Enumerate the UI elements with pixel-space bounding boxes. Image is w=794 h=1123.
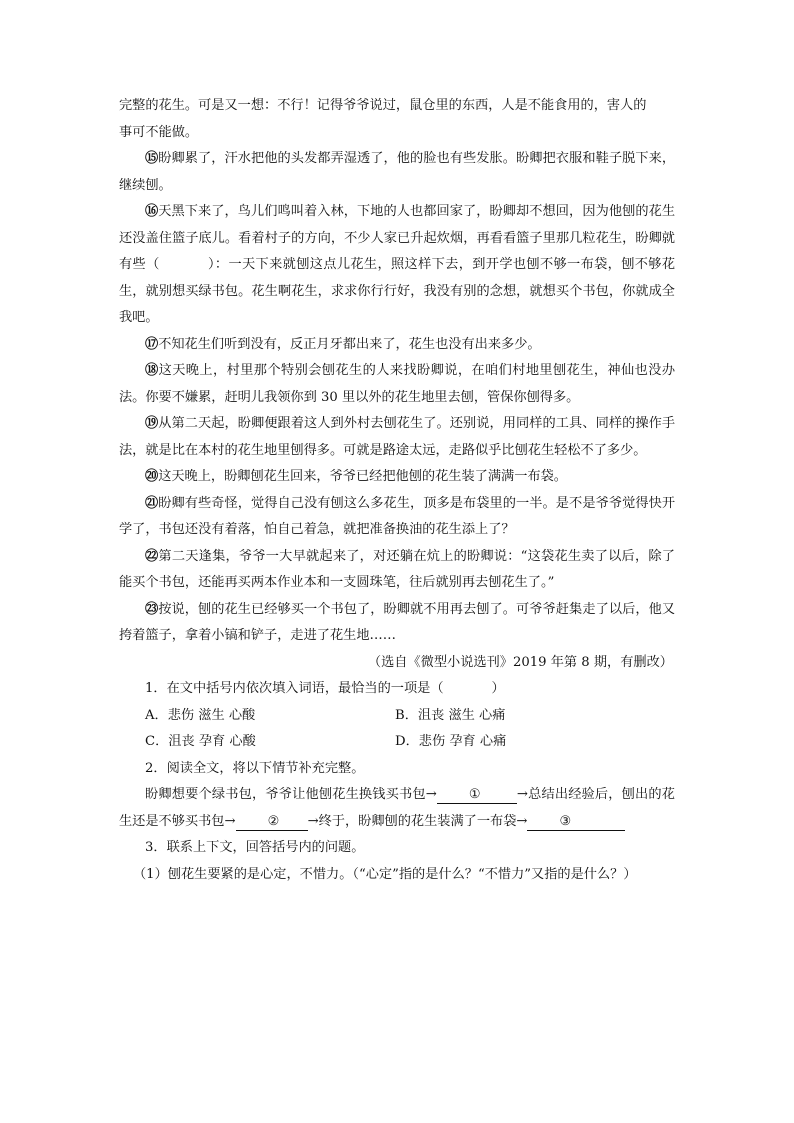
option-a[interactable]: A．悲伤 滋生 心酸 (145, 707, 256, 723)
paragraph-number: ⑰ (145, 336, 159, 352)
paragraph-19 (119, 411, 675, 464)
paragraph-number: ⑯ (145, 204, 159, 219)
paragraph-text: 按说，刨的花生已经够买一个书包了，盼卿就不用再去刨了。可爷爷赶集走了以后，他又挎着篮子，拿着小镐和铲子，走进了花生地…… (119, 601, 676, 643)
option-d[interactable]: D．悲伤 孕育 心痛 (395, 734, 507, 749)
paragraph-number: ⑲ (145, 416, 159, 431)
answer-blank-1[interactable]: ① (437, 787, 517, 804)
question-1-prompt (119, 676, 675, 703)
paragraph-text: 不知花生们听到没有，反正月牙都出来了，花生也没有出来多少。 (158, 336, 541, 352)
question-2-prompt: 2．阅读全文，将以下情节补充完整。 (145, 760, 365, 776)
plot-text: →总结出经验后，刨出 (516, 787, 649, 802)
paragraph-15 (119, 146, 675, 199)
paragraph-number: ㉓ (145, 601, 159, 617)
paragraph-23 (119, 597, 675, 650)
paragraph-text: 从第二天起，盼卿便跟着这人到外村去刨花生了。还别说，用同样的工具、同样的操作手法，就是比在本村的花生地里刨得多。可就是路途太远，走路似乎比刨花生轻松不了多少。 (119, 416, 676, 458)
paragraph-20 (119, 464, 675, 491)
paragraph-text: 这天晚上，村里那个特别会刨花生的人来找盼卿说，在咱们村地里刨花生，神仙也没办法。你要不嫌累，赶明儿我领你到 30 里以外的花生地里去刨，管保你刨得多。 (119, 363, 676, 405)
answer-blank-3[interactable]: ③ (527, 814, 625, 831)
paragraph-22 (119, 544, 675, 597)
paragraph-text: 盼卿累了，汗水把他的头发都弄湿透了，他的脸也有些发胀。盼卿把衣服和鞋子脱下来，继续刨。 (119, 151, 676, 193)
paragraph-text: 这天晚上，盼卿刨花生回来，爷爷已经把他刨的花生装了满满一布袋。 (158, 469, 567, 484)
paragraph-number: ㉒ (145, 548, 159, 564)
question-1-bracket: ） (491, 681, 505, 696)
paragraph-17 (119, 332, 675, 359)
plot-text: 的花生还是不够买书包→ (119, 787, 675, 829)
paragraph-number: ⑱ (145, 363, 159, 378)
question-1-options (145, 703, 675, 756)
intro-line-1: 完整的花生。可是又一想：不行！记得爷爷说过，鼠仓里的东西，人是不能食用的，害人的 (119, 98, 647, 113)
paragraph-text: 第二天逢集，爷爷一大早就起来了，对还躺在炕上的盼卿说：“这袋花生卖了以后，除了能买个书包，还能再买两本作业本和一支圆珠笔，往后就别再去刨花生了。” (119, 548, 675, 590)
paragraph-text: 天黑下来了，鸟儿们鸣叫着入林，下地的人也都回家了，盼卿却不想回，因为他刨的花生还没盖住篮子底儿。看着村子的方向，不少人家已升起炊烟，再看看篮子里那几粒花生，盼卿就有些（ (119, 204, 676, 272)
question-2-plot-chain (119, 782, 675, 835)
paragraph-18 (119, 358, 675, 411)
paragraph-number: ⑮ (145, 151, 159, 166)
document-page (119, 93, 675, 888)
paragraph-number: ⑳ (145, 469, 159, 484)
plot-text: 盼卿想要个绿书包，爷爷让他刨花生换钱买书包→ (145, 787, 437, 802)
paragraph-16 (119, 199, 675, 332)
question-1-text: 1．在文中括号内依次填入词语，最恰当的一项是（ (145, 681, 444, 696)
paragraph-text: 盼卿有些奇怪，觉得自己没有刨这么多花生，顶多是布袋里的一半。是不是爷爷觉得快开学了，书包还没有着落，怕自己着急，就把准备换油的花生添上了？ (119, 495, 676, 537)
answer-blank-2[interactable]: ② (236, 814, 308, 831)
option-b[interactable]: B．沮丧 滋生 心痛 (395, 707, 506, 723)
option-c[interactable]: C．沮丧 孕育 心酸 (145, 734, 256, 749)
paragraph-21 (119, 491, 675, 544)
question-3-sub-1: （1）刨花生要紧的是心定，不惜力。（“心定”指的是什么？“不惜力”又指的是什么？） (133, 866, 637, 882)
paragraph-number: ㉑ (145, 495, 159, 511)
question-3-prompt: 3．联系上下文，回答括号内的问题。 (145, 840, 365, 855)
intro-line-2: 事可不能做。 (119, 124, 199, 140)
paragraph-intro (119, 93, 675, 146)
paragraph-text: ）：一天下来就刨这点儿花生，照这样下去，到开学也刨不够一布袋，刨不够花生，就别想买绿书包。花生啊花生，求求你行行好，我没有别的念想，就想买个书包，你就成全我吧。 (119, 257, 676, 325)
source-citation: （选自《微型小说选刊》2019 年第 8 期，有删改） (367, 654, 673, 670)
plot-text: →终于，盼卿刨的花生装满了一布袋→ (307, 813, 528, 829)
